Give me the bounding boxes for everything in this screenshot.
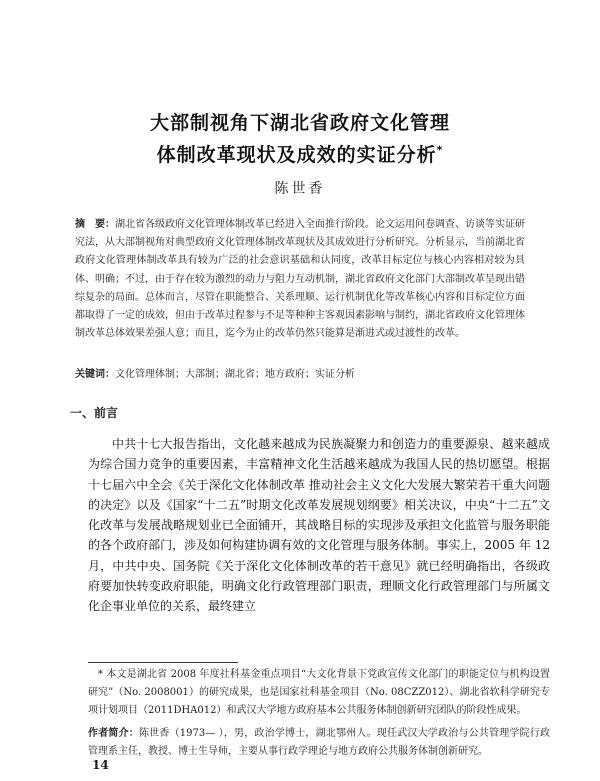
- abstract-text: 湖北省各级政府文化管理体制改革已经进入全面推行阶段。论文运用问卷调查、访谈等实证研究法，从大部制视角对典型政府文化管理体制改革现状及其成效进行分析研究。分析显示，当前湖北省政府文化管理体制改革具有较为广泛的社会意识基础和认同度，改革目标定位与核心内容相对较为具体、明确；不过，由于存在较为激烈的动力与阻力互动机制，湖北省政府文化部门大部制改革呈现出错综复杂的局面。总体而言，尽管在职能整合、关系理顺、运行机制优化等改革核心内容和目标定位方面都取得了一定的成效，但由于改革过程参与不足等种种主客观因素影响与制约，湖北省政府文化管理体制改革总体效果差强人意；而且，迄今为止的改革仍然只能算是渐进式或过渡性的改革。: [75, 219, 525, 340]
- abstract-label: 摘 要：: [75, 219, 115, 230]
- title-footnote-mark: *: [436, 143, 444, 157]
- title-line-2-text: 体制改革现状及成效的实证分析: [156, 144, 437, 166]
- author-bio-footnote: [88, 725, 550, 761]
- paper-title-line-2: [0, 140, 600, 167]
- body-paragraph: 中共十七大报告指出，文化越来越成为民族凝聚力和创造力的重要源泉、越来越成为综合国力竞争的重要因素，丰富精神文化生活越来越成为我国人民的热切愿望。根据十七届六中全会《关于深化文化体制改革 推动社会主义文化大发展大繁荣若干重大问题的决定》以及《国家“十二五”时期文化改革发展规划纲要》相关决议，中央“十二五”文化改革与发展战略规划业已全面铺开，其战略目标的实现涉及承担文化监管与服务职能的各个政府部门，涉及如何构建协调有效的文化管理与服务体制。事实上，2005 年 12 月，中共中央、国务院《关于深化文化体制改革的若干意见》就已经明确指出，各级政府要加快转变政府职能，明确文化行政管理部门职责，理顺文化行政管理部门与所属文化企事业单位的关系，最终建立: [88, 437, 550, 614]
- author-bio-label: 作者简介：: [88, 728, 139, 739]
- funding-footnote: * 本文是湖北省 2008 年度社科基金重点项目“大文化背景下党政宣传文化部门的职能定位与机构设置研究”（No. 2008001）的研究成果，也是国家社科基金项目（No. 08CZZ012）、湖北省软科学研究专项计划项目（2011DHA012）和武汉大学地方政府基本公共服务体制创新研究团队的阶段性成果。: [88, 669, 550, 716]
- author-bio-text: 陈世香（1973— ），男，政治学博士，湖北鄂州人。现任武汉大学政治与公共管理学院行政管理系主任，教授、博士生导师，主要从事行政学理论与地方政府公共服务体制创新研究。: [88, 728, 550, 757]
- keywords-label: 关键词：: [75, 369, 115, 380]
- footnote-divider: [88, 662, 238, 663]
- page-number: 14: [92, 758, 109, 772]
- keywords-text: 文化管理体制；大部制；湖北省；地方政府；实证分析: [115, 369, 355, 380]
- paper-title-line-1: [0, 108, 600, 135]
- title-line-1-text: 大部制视角下湖北省政府文化管理: [149, 112, 450, 134]
- body-text: [88, 434, 550, 617]
- author-name: 陈世香: [274, 181, 326, 197]
- keywords-block: [75, 366, 525, 384]
- section-heading: 一、前言: [70, 406, 119, 420]
- abstract-block: [75, 216, 525, 343]
